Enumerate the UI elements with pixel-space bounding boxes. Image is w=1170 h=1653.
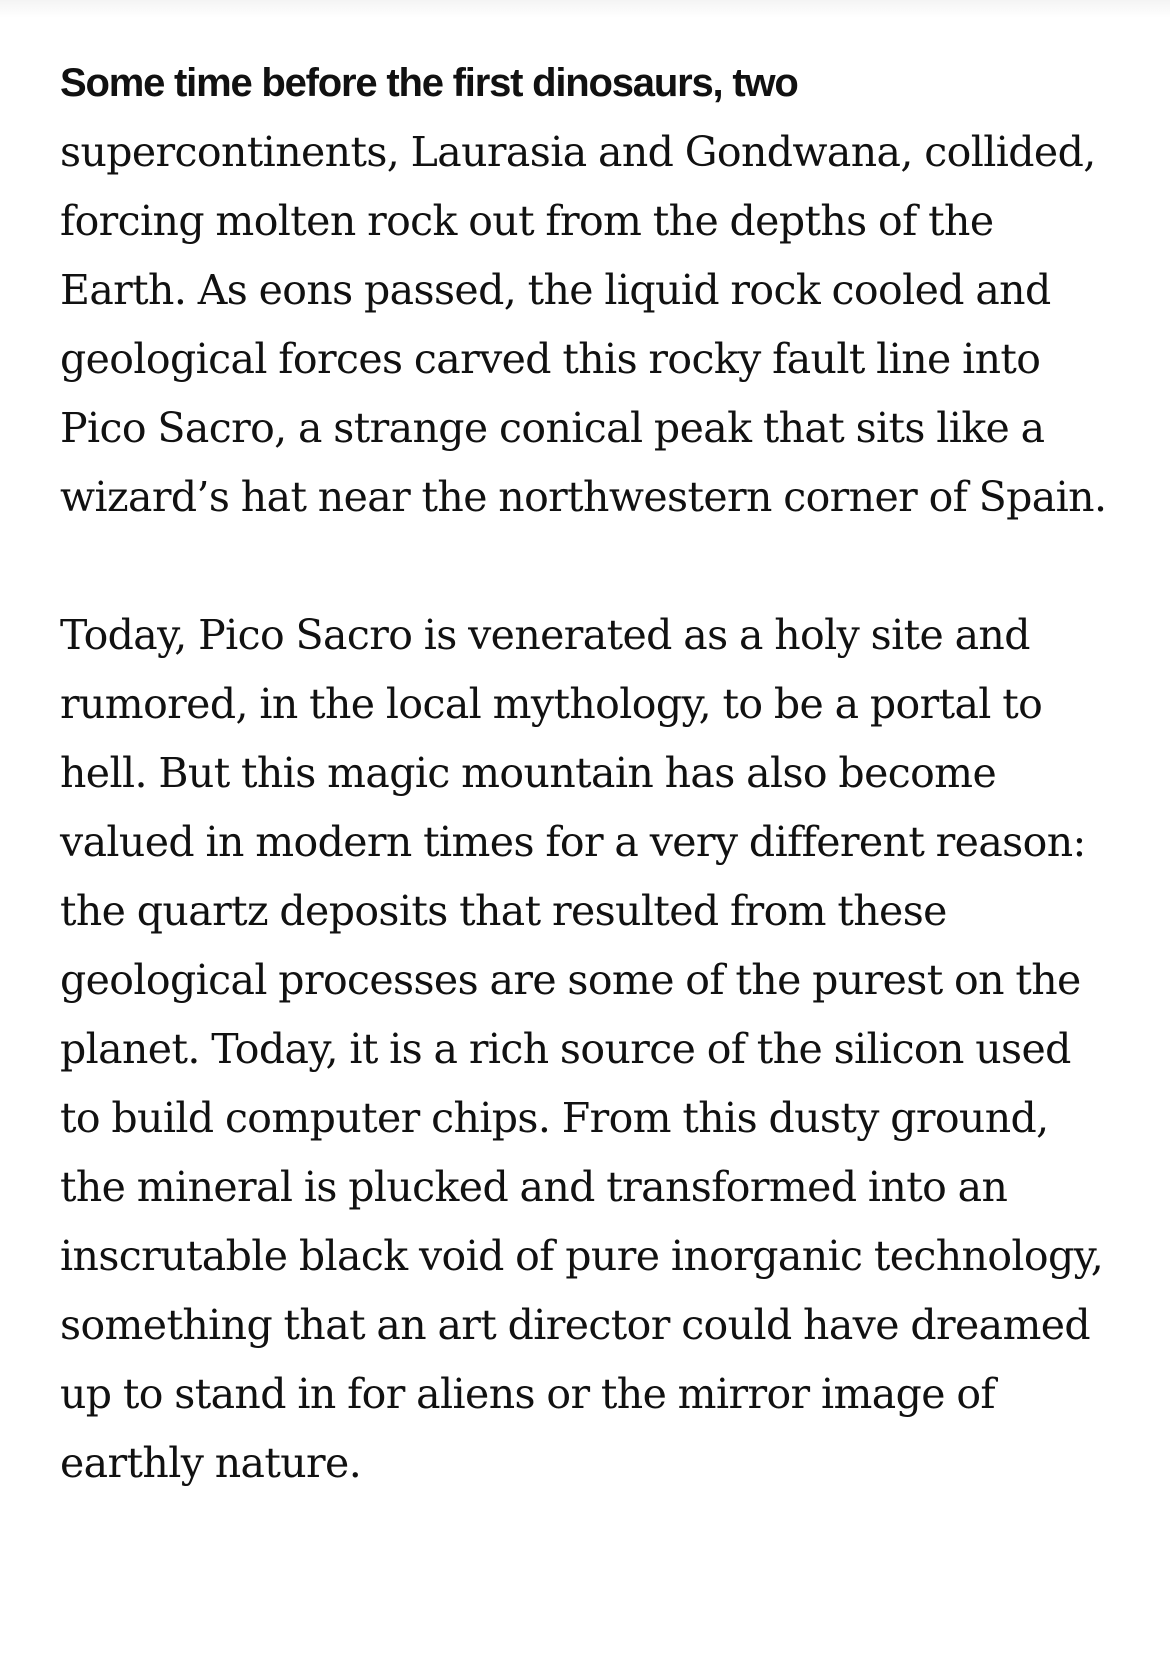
paragraph-2 bbox=[60, 601, 1120, 1498]
paragraph-1 bbox=[60, 48, 1120, 532]
top-edge-shadow bbox=[0, 0, 1170, 18]
paragraph-2-text: Today, Pico Sacro is venerated as a holy site and rumored, in the local mythology, to be a portal to hell. But this magic mountain has also become valued in modern times for a very different reason: the quartz deposits that resulted from these geological processes are some of the purest on the planet. Today, it is a rich source of the silicon used to build computer chips. From this dusty ground, the mineral is plucked and transformed into an inscrutable black void of pure inorganic technology, something that an art director could have dreamed up to stand in for aliens or the mirror image of earthly nature. bbox=[60, 611, 1104, 1487]
paragraph-1-text: supercontinents, Laurasia and Gondwana, collided, forcing molten rock out from the depths of the Earth. As eons passed, the liquid rock cooled and geological forces carved this rocky fault line into Pico Sacro, a strange conical peak that sits like a wizard’s hat near the northwestern corner of Spain. bbox=[60, 128, 1107, 521]
lead-in-text: Some time before the first dinosaurs, two bbox=[60, 61, 798, 105]
article-body bbox=[60, 48, 1120, 1498]
